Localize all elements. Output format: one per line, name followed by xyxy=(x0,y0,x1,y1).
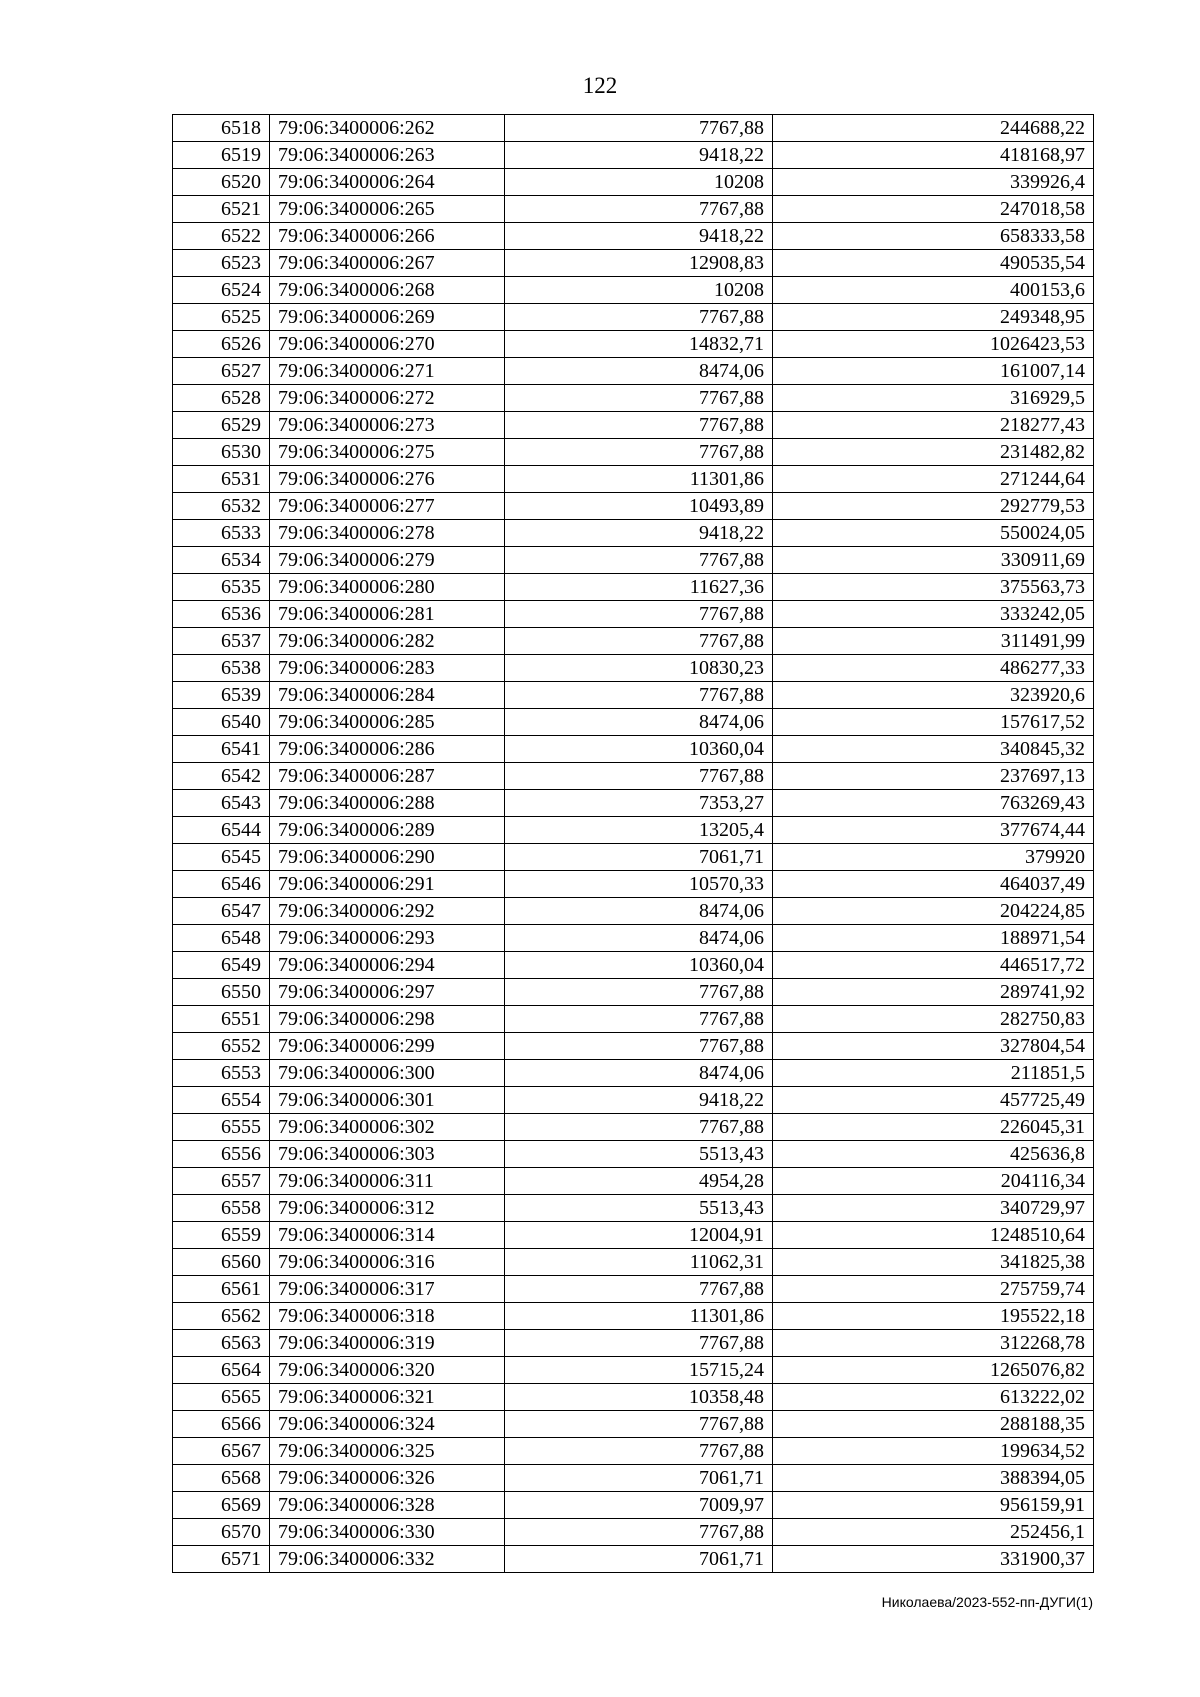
table-row xyxy=(173,1546,1094,1573)
area-cell: 8474,06 xyxy=(505,358,773,385)
table-row xyxy=(173,385,1094,412)
table-row xyxy=(173,466,1094,493)
cadastral-number-cell: 79:06:3400006:314 xyxy=(270,1222,505,1249)
cadastral-number-cell: 79:06:3400006:272 xyxy=(270,385,505,412)
row-number-cell: 6566 xyxy=(173,1411,270,1438)
value-cell: 550024,05 xyxy=(773,520,1094,547)
table-row xyxy=(173,844,1094,871)
table-row xyxy=(173,142,1094,169)
table-row xyxy=(173,520,1094,547)
table-row xyxy=(173,1384,1094,1411)
row-number-cell: 6532 xyxy=(173,493,270,520)
cadastral-number-cell: 79:06:3400006:289 xyxy=(270,817,505,844)
row-number-cell: 6557 xyxy=(173,1168,270,1195)
value-cell: 282750,83 xyxy=(773,1006,1094,1033)
cadastral-number-cell: 79:06:3400006:320 xyxy=(270,1357,505,1384)
cadastral-number-cell: 79:06:3400006:271 xyxy=(270,358,505,385)
cadastral-number-cell: 79:06:3400006:321 xyxy=(270,1384,505,1411)
row-number-cell: 6563 xyxy=(173,1330,270,1357)
table-row xyxy=(173,1141,1094,1168)
cadastral-number-cell: 79:06:3400006:283 xyxy=(270,655,505,682)
cadastral-number-cell: 79:06:3400006:281 xyxy=(270,601,505,628)
value-cell: 204116,34 xyxy=(773,1168,1094,1195)
table-row xyxy=(173,1249,1094,1276)
area-cell: 7061,71 xyxy=(505,844,773,871)
value-cell: 400153,6 xyxy=(773,277,1094,304)
value-cell: 377674,44 xyxy=(773,817,1094,844)
cadastral-number-cell: 79:06:3400006:292 xyxy=(270,898,505,925)
table-row xyxy=(173,871,1094,898)
row-number-cell: 6550 xyxy=(173,979,270,1006)
table-row xyxy=(173,331,1094,358)
row-number-cell: 6570 xyxy=(173,1519,270,1546)
area-cell: 7767,88 xyxy=(505,1033,773,1060)
area-cell: 7767,88 xyxy=(505,1114,773,1141)
row-number-cell: 6524 xyxy=(173,277,270,304)
value-cell: 327804,54 xyxy=(773,1033,1094,1060)
area-cell: 7061,71 xyxy=(505,1546,773,1573)
value-cell: 271244,64 xyxy=(773,466,1094,493)
row-number-cell: 6562 xyxy=(173,1303,270,1330)
value-cell: 188971,54 xyxy=(773,925,1094,952)
area-cell: 4954,28 xyxy=(505,1168,773,1195)
area-cell: 7767,88 xyxy=(505,763,773,790)
cadastral-number-cell: 79:06:3400006:276 xyxy=(270,466,505,493)
value-cell: 340845,32 xyxy=(773,736,1094,763)
value-cell: 658333,58 xyxy=(773,223,1094,250)
area-cell: 10208 xyxy=(505,169,773,196)
area-cell: 12004,91 xyxy=(505,1222,773,1249)
row-number-cell: 6564 xyxy=(173,1357,270,1384)
value-cell: 312268,78 xyxy=(773,1330,1094,1357)
table-row xyxy=(173,169,1094,196)
table-row xyxy=(173,1006,1094,1033)
cadastral-number-cell: 79:06:3400006:277 xyxy=(270,493,505,520)
cadastral-number-cell: 79:06:3400006:294 xyxy=(270,952,505,979)
table-row xyxy=(173,817,1094,844)
row-number-cell: 6561 xyxy=(173,1276,270,1303)
value-cell: 244688,22 xyxy=(773,115,1094,142)
value-cell: 339926,4 xyxy=(773,169,1094,196)
table-row xyxy=(173,115,1094,142)
area-cell: 5513,43 xyxy=(505,1195,773,1222)
table-row xyxy=(173,1222,1094,1249)
value-cell: 204224,85 xyxy=(773,898,1094,925)
table-row xyxy=(173,1357,1094,1384)
cadastral-number-cell: 79:06:3400006:300 xyxy=(270,1060,505,1087)
value-cell: 323920,6 xyxy=(773,682,1094,709)
row-number-cell: 6526 xyxy=(173,331,270,358)
row-number-cell: 6571 xyxy=(173,1546,270,1573)
area-cell: 7767,88 xyxy=(505,439,773,466)
row-number-cell: 6553 xyxy=(173,1060,270,1087)
table-row xyxy=(173,1330,1094,1357)
cadastral-number-cell: 79:06:3400006:284 xyxy=(270,682,505,709)
value-cell: 340729,97 xyxy=(773,1195,1094,1222)
cadastral-number-cell: 79:06:3400006:282 xyxy=(270,628,505,655)
row-number-cell: 6528 xyxy=(173,385,270,412)
table-row xyxy=(173,898,1094,925)
row-number-cell: 6530 xyxy=(173,439,270,466)
cadastral-number-cell: 79:06:3400006:287 xyxy=(270,763,505,790)
value-cell: 211851,5 xyxy=(773,1060,1094,1087)
row-number-cell: 6519 xyxy=(173,142,270,169)
row-number-cell: 6542 xyxy=(173,763,270,790)
row-number-cell: 6554 xyxy=(173,1087,270,1114)
row-number-cell: 6544 xyxy=(173,817,270,844)
row-number-cell: 6552 xyxy=(173,1033,270,1060)
row-number-cell: 6549 xyxy=(173,952,270,979)
row-number-cell: 6520 xyxy=(173,169,270,196)
row-number-cell: 6548 xyxy=(173,925,270,952)
cadastral-value-table xyxy=(172,114,1094,1573)
value-cell: 289741,92 xyxy=(773,979,1094,1006)
row-number-cell: 6541 xyxy=(173,736,270,763)
table-row xyxy=(173,1438,1094,1465)
area-cell: 7767,88 xyxy=(505,1276,773,1303)
area-cell: 11301,86 xyxy=(505,466,773,493)
table-row xyxy=(173,439,1094,466)
area-cell: 7767,88 xyxy=(505,115,773,142)
cadastral-number-cell: 79:06:3400006:270 xyxy=(270,331,505,358)
value-cell: 379920 xyxy=(773,844,1094,871)
table-row xyxy=(173,250,1094,277)
value-cell: 388394,05 xyxy=(773,1465,1094,1492)
cadastral-number-cell: 79:06:3400006:299 xyxy=(270,1033,505,1060)
area-cell: 11627,36 xyxy=(505,574,773,601)
value-cell: 331900,37 xyxy=(773,1546,1094,1573)
cadastral-number-cell: 79:06:3400006:328 xyxy=(270,1492,505,1519)
cadastral-number-cell: 79:06:3400006:266 xyxy=(270,223,505,250)
row-number-cell: 6539 xyxy=(173,682,270,709)
area-cell: 7353,27 xyxy=(505,790,773,817)
value-cell: 231482,82 xyxy=(773,439,1094,466)
value-cell: 275759,74 xyxy=(773,1276,1094,1303)
area-cell: 10208 xyxy=(505,277,773,304)
area-cell: 7767,88 xyxy=(505,412,773,439)
row-number-cell: 6551 xyxy=(173,1006,270,1033)
row-number-cell: 6555 xyxy=(173,1114,270,1141)
table-row xyxy=(173,1114,1094,1141)
table-row xyxy=(173,655,1094,682)
value-cell: 226045,31 xyxy=(773,1114,1094,1141)
table-row xyxy=(173,1033,1094,1060)
table-row xyxy=(173,1492,1094,1519)
area-cell: 9418,22 xyxy=(505,142,773,169)
row-number-cell: 6535 xyxy=(173,574,270,601)
area-cell: 8474,06 xyxy=(505,1060,773,1087)
area-cell: 7767,88 xyxy=(505,601,773,628)
row-number-cell: 6521 xyxy=(173,196,270,223)
row-number-cell: 6533 xyxy=(173,520,270,547)
table-row xyxy=(173,547,1094,574)
table-row xyxy=(173,1519,1094,1546)
cadastral-number-cell: 79:06:3400006:290 xyxy=(270,844,505,871)
area-cell: 5513,43 xyxy=(505,1141,773,1168)
value-cell: 1026423,53 xyxy=(773,331,1094,358)
area-cell: 7061,71 xyxy=(505,1465,773,1492)
cadastral-number-cell: 79:06:3400006:330 xyxy=(270,1519,505,1546)
value-cell: 446517,72 xyxy=(773,952,1094,979)
cadastral-number-cell: 79:06:3400006:326 xyxy=(270,1465,505,1492)
area-cell: 7767,88 xyxy=(505,979,773,1006)
table-row xyxy=(173,1195,1094,1222)
area-cell: 9418,22 xyxy=(505,223,773,250)
row-number-cell: 6545 xyxy=(173,844,270,871)
row-number-cell: 6523 xyxy=(173,250,270,277)
cadastral-number-cell: 79:06:3400006:303 xyxy=(270,1141,505,1168)
cadastral-number-cell: 79:06:3400006:316 xyxy=(270,1249,505,1276)
area-cell: 15715,24 xyxy=(505,1357,773,1384)
table-row xyxy=(173,1060,1094,1087)
area-cell: 9418,22 xyxy=(505,1087,773,1114)
area-cell: 7767,88 xyxy=(505,682,773,709)
area-cell: 14832,71 xyxy=(505,331,773,358)
table-row xyxy=(173,736,1094,763)
cadastral-number-cell: 79:06:3400006:318 xyxy=(270,1303,505,1330)
value-cell: 218277,43 xyxy=(773,412,1094,439)
cadastral-number-cell: 79:06:3400006:293 xyxy=(270,925,505,952)
value-cell: 425636,8 xyxy=(773,1141,1094,1168)
area-cell: 7767,88 xyxy=(505,385,773,412)
cadastral-number-cell: 79:06:3400006:286 xyxy=(270,736,505,763)
table-row xyxy=(173,979,1094,1006)
value-cell: 418168,97 xyxy=(773,142,1094,169)
value-cell: 490535,54 xyxy=(773,250,1094,277)
table-row xyxy=(173,1411,1094,1438)
cadastral-number-cell: 79:06:3400006:291 xyxy=(270,871,505,898)
page-number: 122 xyxy=(582,73,618,98)
value-cell: 341825,38 xyxy=(773,1249,1094,1276)
area-cell: 11301,86 xyxy=(505,1303,773,1330)
cadastral-number-cell: 79:06:3400006:262 xyxy=(270,115,505,142)
value-cell: 333242,05 xyxy=(773,601,1094,628)
value-cell: 457725,49 xyxy=(773,1087,1094,1114)
row-number-cell: 6531 xyxy=(173,466,270,493)
area-cell: 10358,48 xyxy=(505,1384,773,1411)
cadastral-number-cell: 79:06:3400006:285 xyxy=(270,709,505,736)
cadastral-number-cell: 79:06:3400006:275 xyxy=(270,439,505,466)
cadastral-number-cell: 79:06:3400006:317 xyxy=(270,1276,505,1303)
value-cell: 157617,52 xyxy=(773,709,1094,736)
cadastral-number-cell: 79:06:3400006:324 xyxy=(270,1411,505,1438)
value-cell: 1248510,64 xyxy=(773,1222,1094,1249)
area-cell: 9418,22 xyxy=(505,520,773,547)
area-cell: 11062,31 xyxy=(505,1249,773,1276)
table-row xyxy=(173,277,1094,304)
table-row xyxy=(173,196,1094,223)
cadastral-number-cell: 79:06:3400006:269 xyxy=(270,304,505,331)
cadastral-number-cell: 79:06:3400006:325 xyxy=(270,1438,505,1465)
area-cell: 10493,89 xyxy=(505,493,773,520)
row-number-cell: 6538 xyxy=(173,655,270,682)
area-cell: 7767,88 xyxy=(505,1411,773,1438)
cadastral-number-cell: 79:06:3400006:298 xyxy=(270,1006,505,1033)
table-row xyxy=(173,574,1094,601)
row-number-cell: 6534 xyxy=(173,547,270,574)
table-row xyxy=(173,925,1094,952)
value-cell: 613222,02 xyxy=(773,1384,1094,1411)
value-cell: 195522,18 xyxy=(773,1303,1094,1330)
value-cell: 316929,5 xyxy=(773,385,1094,412)
table-row xyxy=(173,358,1094,385)
value-cell: 464037,49 xyxy=(773,871,1094,898)
table-row xyxy=(173,223,1094,250)
value-cell: 330911,69 xyxy=(773,547,1094,574)
row-number-cell: 6547 xyxy=(173,898,270,925)
cadastral-number-cell: 79:06:3400006:301 xyxy=(270,1087,505,1114)
table-row xyxy=(173,601,1094,628)
cadastral-number-cell: 79:06:3400006:332 xyxy=(270,1546,505,1573)
value-cell: 486277,33 xyxy=(773,655,1094,682)
cadastral-number-cell: 79:06:3400006:311 xyxy=(270,1168,505,1195)
document-footer: Николаева/2023-552-пп-ДУГИ(1) xyxy=(881,1594,1093,1610)
value-cell: 288188,35 xyxy=(773,1411,1094,1438)
table-row xyxy=(173,1303,1094,1330)
area-cell: 8474,06 xyxy=(505,709,773,736)
cadastral-number-cell: 79:06:3400006:263 xyxy=(270,142,505,169)
cadastral-number-cell: 79:06:3400006:268 xyxy=(270,277,505,304)
table-body xyxy=(173,115,1094,1573)
row-number-cell: 6536 xyxy=(173,601,270,628)
table-row xyxy=(173,628,1094,655)
row-number-cell: 6543 xyxy=(173,790,270,817)
cadastral-number-cell: 79:06:3400006:278 xyxy=(270,520,505,547)
row-number-cell: 6546 xyxy=(173,871,270,898)
table-row xyxy=(173,1168,1094,1195)
value-cell: 237697,13 xyxy=(773,763,1094,790)
row-number-cell: 6525 xyxy=(173,304,270,331)
cadastral-number-cell: 79:06:3400006:280 xyxy=(270,574,505,601)
table-row xyxy=(173,790,1094,817)
value-cell: 292779,53 xyxy=(773,493,1094,520)
area-cell: 7767,88 xyxy=(505,1519,773,1546)
row-number-cell: 6567 xyxy=(173,1438,270,1465)
area-cell: 12908,83 xyxy=(505,250,773,277)
value-cell: 249348,95 xyxy=(773,304,1094,331)
value-cell: 247018,58 xyxy=(773,196,1094,223)
area-cell: 8474,06 xyxy=(505,898,773,925)
area-cell: 7767,88 xyxy=(505,628,773,655)
area-cell: 7767,88 xyxy=(505,1438,773,1465)
row-number-cell: 6559 xyxy=(173,1222,270,1249)
row-number-cell: 6568 xyxy=(173,1465,270,1492)
row-number-cell: 6558 xyxy=(173,1195,270,1222)
row-number-cell: 6569 xyxy=(173,1492,270,1519)
area-cell: 7009,97 xyxy=(505,1492,773,1519)
area-cell: 7767,88 xyxy=(505,547,773,574)
table-row xyxy=(173,1465,1094,1492)
cadastral-number-cell: 79:06:3400006:265 xyxy=(270,196,505,223)
row-number-cell: 6522 xyxy=(173,223,270,250)
area-cell: 10360,04 xyxy=(505,736,773,763)
value-cell: 161007,14 xyxy=(773,358,1094,385)
row-number-cell: 6529 xyxy=(173,412,270,439)
cadastral-number-cell: 79:06:3400006:279 xyxy=(270,547,505,574)
area-cell: 10360,04 xyxy=(505,952,773,979)
table-row xyxy=(173,1087,1094,1114)
area-cell: 7767,88 xyxy=(505,304,773,331)
cadastral-number-cell: 79:06:3400006:297 xyxy=(270,979,505,1006)
value-cell: 311491,99 xyxy=(773,628,1094,655)
row-number-cell: 6518 xyxy=(173,115,270,142)
value-cell: 956159,91 xyxy=(773,1492,1094,1519)
table-row xyxy=(173,709,1094,736)
area-cell: 7767,88 xyxy=(505,196,773,223)
table-row xyxy=(173,952,1094,979)
table-row xyxy=(173,304,1094,331)
cadastral-number-cell: 79:06:3400006:264 xyxy=(270,169,505,196)
row-number-cell: 6527 xyxy=(173,358,270,385)
cadastral-number-cell: 79:06:3400006:302 xyxy=(270,1114,505,1141)
value-cell: 199634,52 xyxy=(773,1438,1094,1465)
row-number-cell: 6537 xyxy=(173,628,270,655)
area-cell: 8474,06 xyxy=(505,925,773,952)
row-number-cell: 6540 xyxy=(173,709,270,736)
row-number-cell: 6565 xyxy=(173,1384,270,1411)
cadastral-number-cell: 79:06:3400006:273 xyxy=(270,412,505,439)
value-cell: 763269,43 xyxy=(773,790,1094,817)
cadastral-number-cell: 79:06:3400006:319 xyxy=(270,1330,505,1357)
area-cell: 7767,88 xyxy=(505,1330,773,1357)
table-row xyxy=(173,493,1094,520)
table-row xyxy=(173,1276,1094,1303)
cadastral-number-cell: 79:06:3400006:288 xyxy=(270,790,505,817)
area-cell: 7767,88 xyxy=(505,1006,773,1033)
value-cell: 252456,1 xyxy=(773,1519,1094,1546)
row-number-cell: 6560 xyxy=(173,1249,270,1276)
area-cell: 10570,33 xyxy=(505,871,773,898)
cadastral-number-cell: 79:06:3400006:312 xyxy=(270,1195,505,1222)
area-cell: 13205,4 xyxy=(505,817,773,844)
value-cell: 375563,73 xyxy=(773,574,1094,601)
cadastral-number-cell: 79:06:3400006:267 xyxy=(270,250,505,277)
value-cell: 1265076,82 xyxy=(773,1357,1094,1384)
table-row xyxy=(173,763,1094,790)
table-row xyxy=(173,682,1094,709)
area-cell: 10830,23 xyxy=(505,655,773,682)
row-number-cell: 6556 xyxy=(173,1141,270,1168)
table-row xyxy=(173,412,1094,439)
